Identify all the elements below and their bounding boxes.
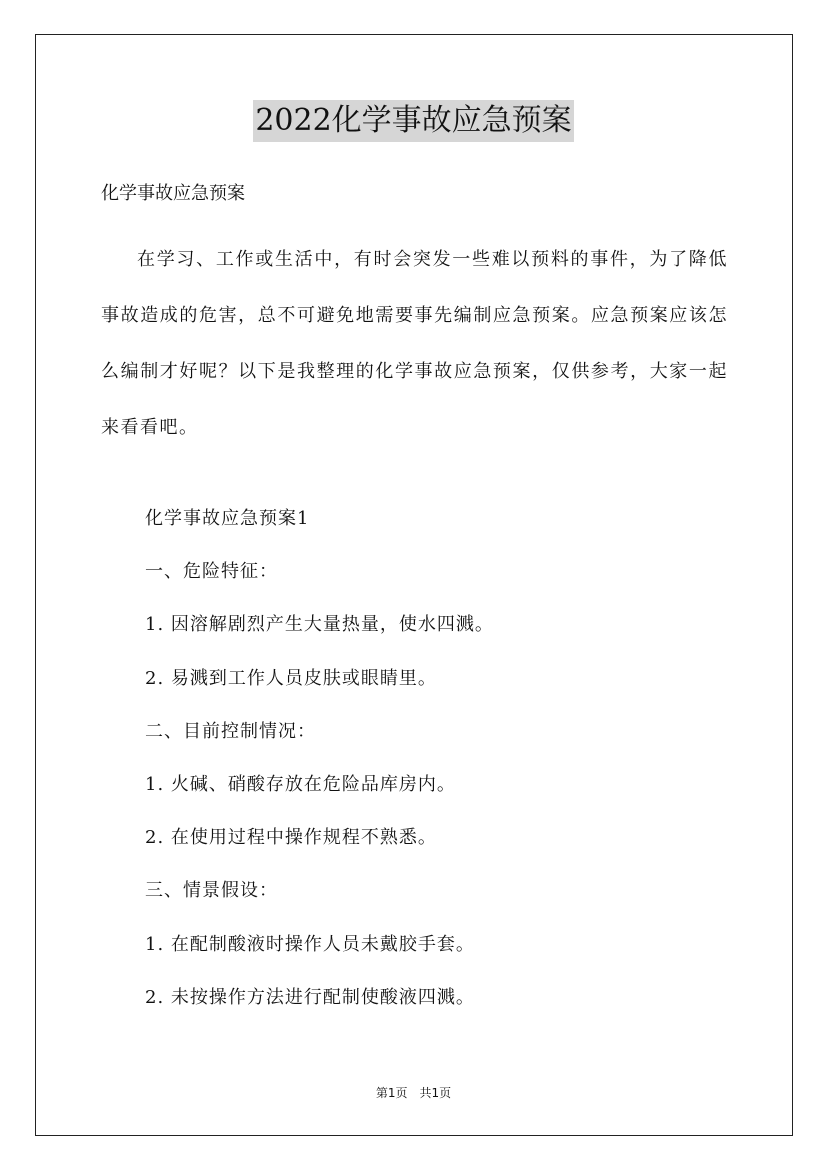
- list-item: 2. 在使用过程中操作规程不熟悉。: [145, 827, 437, 849]
- section-title: 二、目前控制情况：: [145, 720, 316, 742]
- section-title: 一、危险特征：: [145, 561, 278, 583]
- list-item: 1. 在配制酸液时操作人员未戴胶手套。: [145, 933, 475, 955]
- document-title: 2022化学事故应急预案: [253, 100, 573, 142]
- list-item: 2. 易溅到工作人员皮肤或眼睛里。: [145, 667, 437, 689]
- title-container: [0, 100, 827, 142]
- section-title: 三、情景假设：: [145, 880, 278, 902]
- page-footer: 第1页 共1页: [375, 1086, 452, 1100]
- content-lines: [145, 505, 494, 1037]
- list-item: 1. 因溶解剧烈产生大量热量，使水四溅。: [145, 614, 494, 636]
- list-item: 2. 未按操作方法进行配制使酸液四溅。: [145, 986, 475, 1008]
- section-heading: 化学事故应急预案1: [145, 508, 310, 529]
- document-subtitle: 化学事故应急预案: [101, 183, 245, 204]
- list-item: 1. 火碱、硝酸存放在危险品库房内。: [145, 773, 456, 795]
- intro-paragraph: 在学习、工作或生活中，有时会突发一些难以预料的事件，为了降低事故造成的危害，总不可避免地需要事先编制应急预案。应急预案应该怎么编制才好呢？以下是我整理的化学事故应急预案，仅供参考，大家一起来看看吧。: [101, 249, 728, 438]
